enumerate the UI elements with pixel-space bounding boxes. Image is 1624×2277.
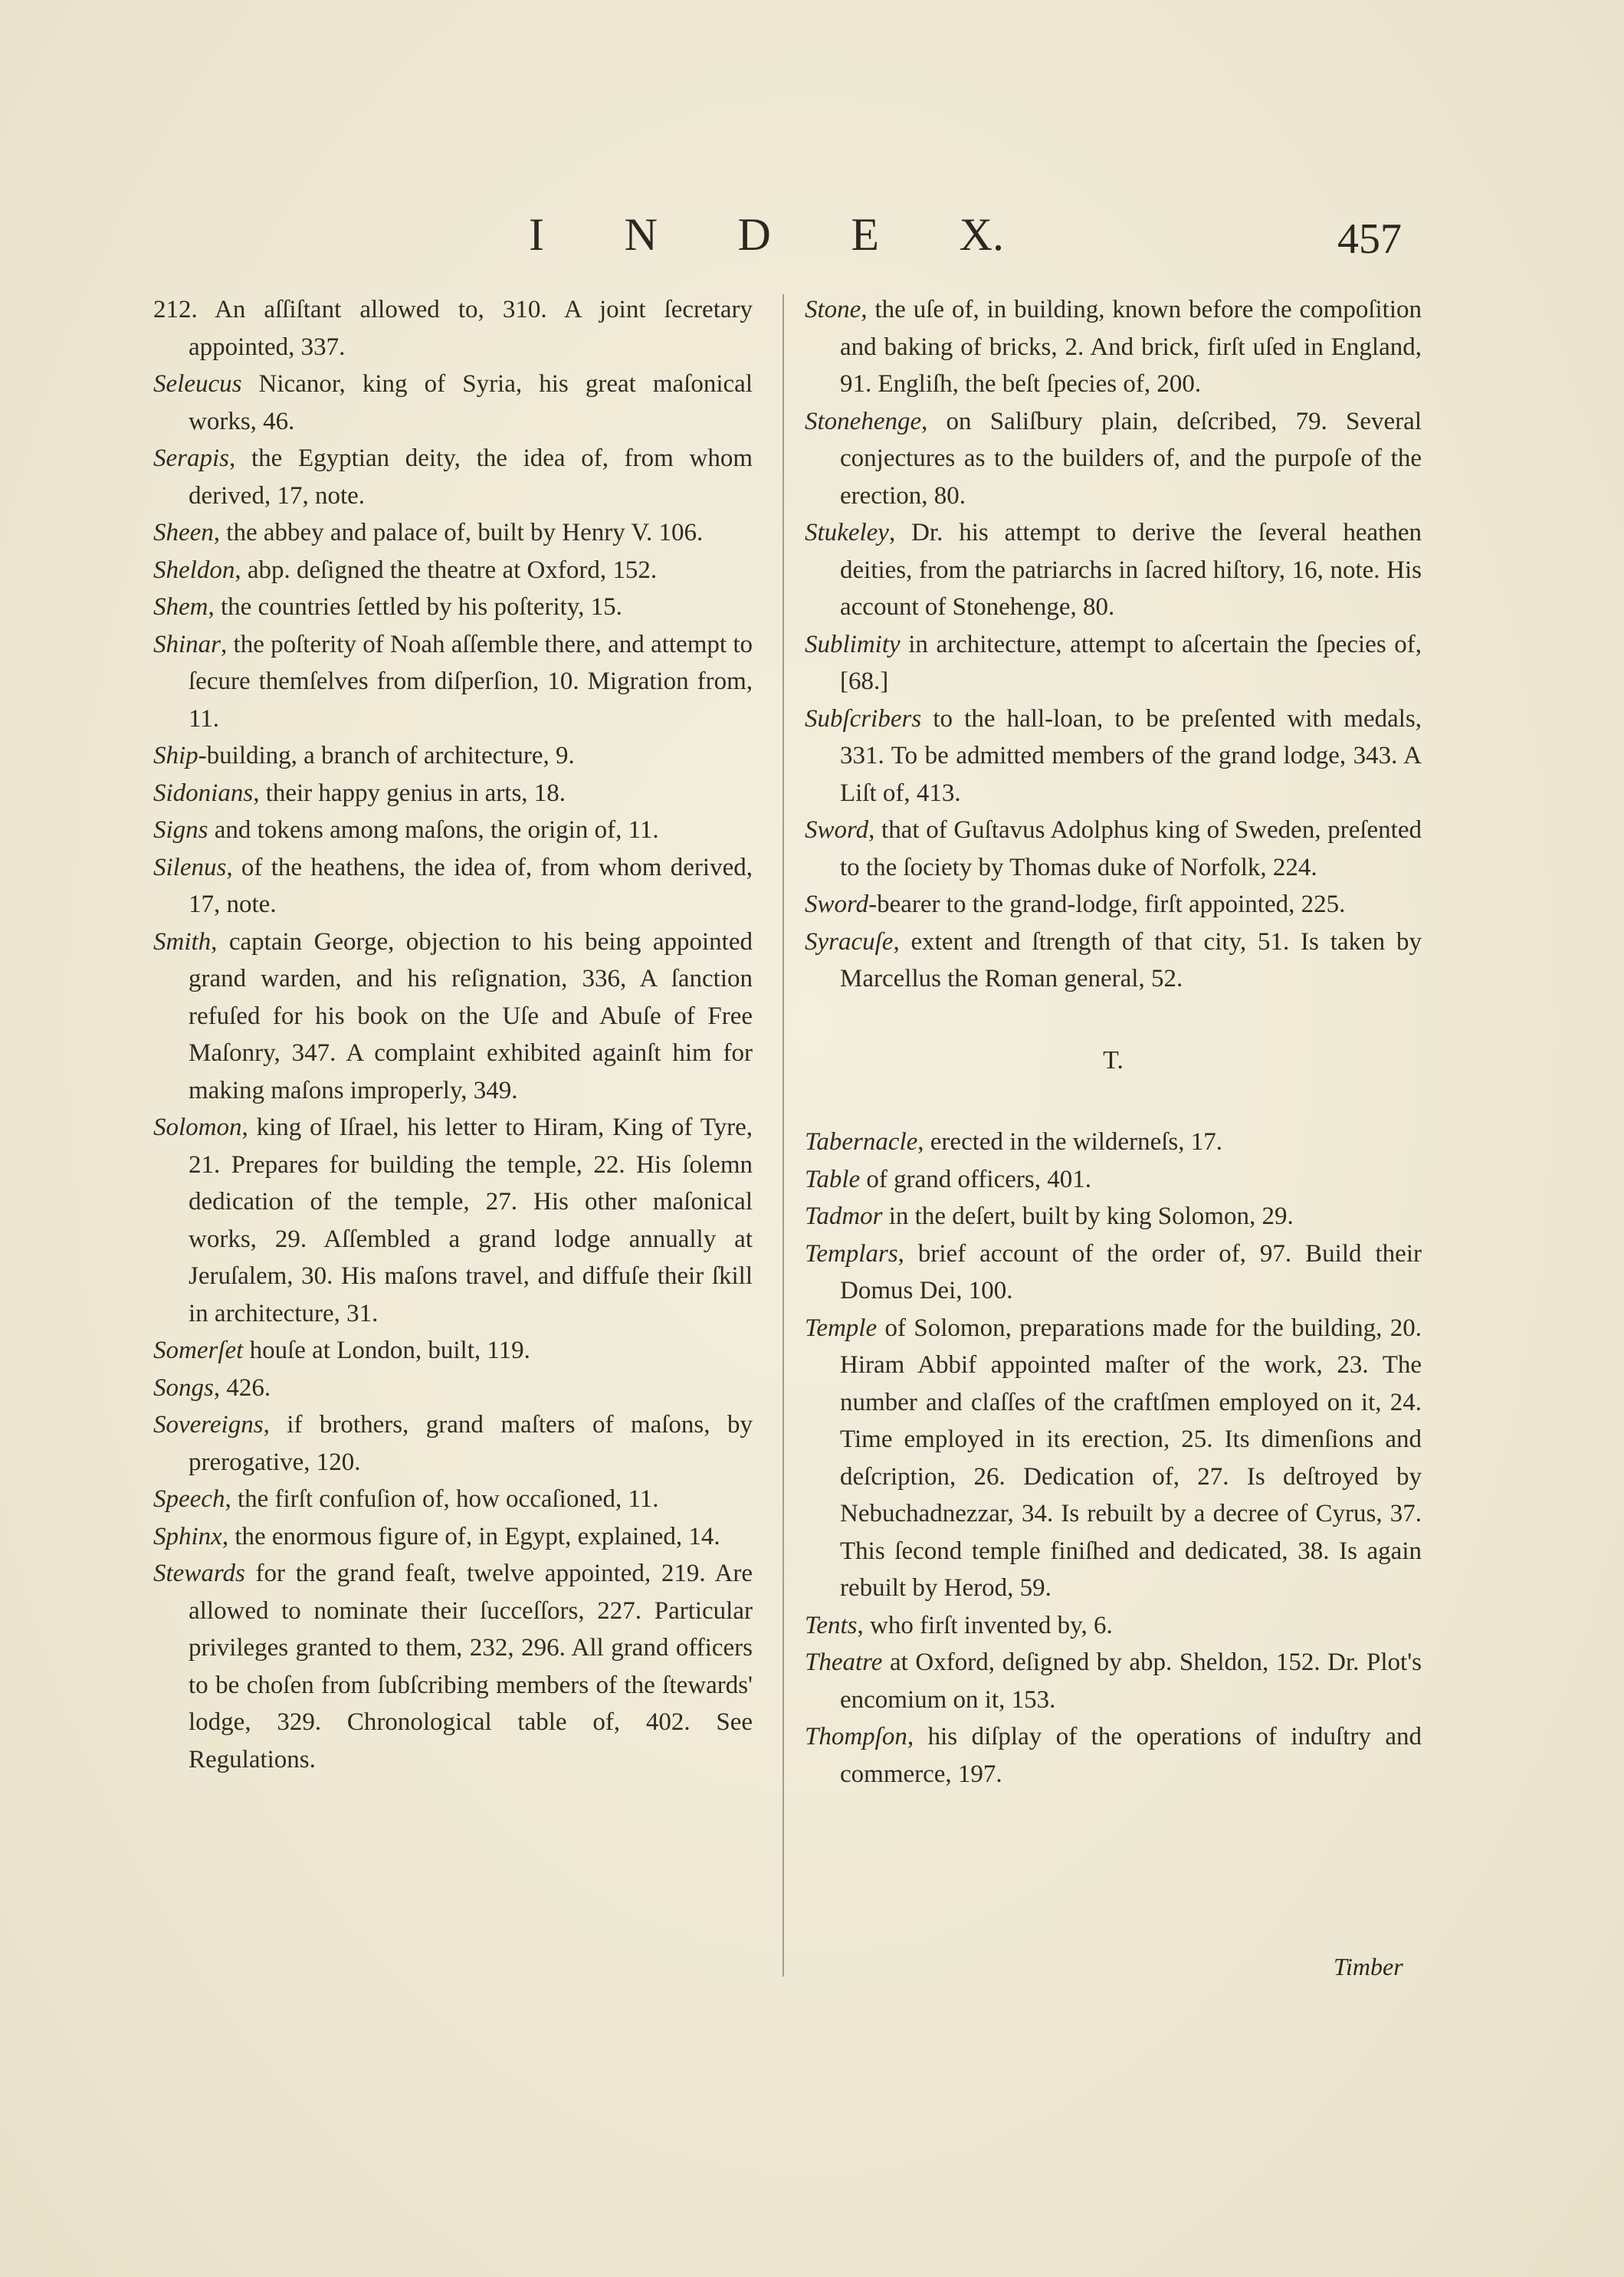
entry-text: and tokens among maſons, the origin of, 11.: [208, 816, 659, 844]
entry-text: to the hall-loan, to be preſented with medals, 331. To be admitted members of the grand lodge, 343. A Liſt of, 413.: [840, 704, 1422, 807]
entry-text: , his diſplay of the operations of induſtry and commerce, 197.: [840, 1723, 1422, 1788]
entry-head: Stukeley: [805, 519, 889, 546]
entry-text: Nicanor, king of Syria, his great maſonical works, 46.: [189, 370, 753, 435]
entry-text: , captain George, objection to his being appointed grand warden, and his reſignation, 336, A ſanction refuſed for his book on the Uſe and Abuſe of Free Maſonry, 347. A complaint exhibited againſt him for making maſons improperly, 349.: [189, 927, 753, 1104]
index-entry: [153, 440, 753, 514]
entry-text: 212. An aſſiſtant allowed to, 310. A joint ſecretary appointed, 337.: [153, 296, 753, 361]
entry-text: , the abbey and palace of, built by Henry V. 106.: [213, 519, 704, 546]
index-entry: [153, 291, 753, 366]
index-entry: [805, 1235, 1422, 1310]
entry-text: houſe at London, built, 119.: [243, 1337, 530, 1364]
index-entry: [153, 849, 753, 924]
entry-text: , extent and ſtrength of that city, 51. Is taken by Marcellus the Roman general, 52.: [840, 927, 1422, 992]
entry-text: -building, a branch of architecture, 9.: [198, 742, 575, 769]
index-entry: [153, 1518, 753, 1556]
entry-head: Somerſet: [153, 1337, 244, 1364]
entry-head: Sublimity: [805, 630, 901, 658]
entry-text: , 426.: [213, 1373, 271, 1402]
index-entry: [153, 514, 753, 552]
entry-head: Sword: [805, 816, 869, 844]
index-entry: [805, 1718, 1422, 1793]
column-divider: [782, 294, 784, 1977]
entry-head: Songs: [153, 1373, 214, 1402]
entry-head: Ship: [153, 742, 198, 769]
index-entry: [805, 403, 1422, 515]
entry-head: Tabernacle: [805, 1128, 918, 1156]
section-letter: T.: [1103, 1045, 1124, 1075]
entry-head: Shem: [153, 593, 208, 621]
entry-head: Sword: [805, 891, 869, 918]
entry-head: Sheen: [153, 519, 214, 546]
index-entry: [805, 626, 1422, 700]
entry-text: , if brothers, grand maſters of maſons, by prerogative, 120.: [189, 1411, 753, 1476]
index-entry: [805, 812, 1422, 886]
entry-text: , the countries ſettled by his poſterity, 15.: [208, 593, 622, 621]
index-entry: [153, 626, 753, 738]
index-entry: [153, 1332, 753, 1370]
entry-head: Syracuſe: [805, 927, 894, 956]
entry-head: Theatre: [805, 1649, 883, 1676]
index-entry: [805, 1607, 1422, 1645]
entry-text: , erected in the wilderneſs, 17.: [917, 1128, 1222, 1156]
title-letter: N: [624, 209, 658, 260]
entry-text: at Oxford, deſigned by abp. Sheldon, 152. Dr. Plot's encomium on it, 153.: [840, 1649, 1422, 1714]
running-title: [529, 208, 1004, 261]
index-entry: [153, 552, 753, 589]
page-number: 457: [1337, 215, 1402, 263]
index-entry: [805, 514, 1422, 626]
index-entry: [153, 1370, 753, 1407]
index-entry: [805, 1310, 1422, 1607]
entry-text: , the Egyptian deity, the idea of, from whom derived, 17, note.: [189, 445, 753, 510]
entry-text: of grand officers, 401.: [860, 1165, 1091, 1193]
index-entry: [153, 589, 753, 626]
entry-text: -bearer to the grand-lodge, firſt appointed, 225.: [868, 891, 1346, 918]
entry-text: , that of Guſtavus Adolphus king of Sweden, preſented to the ſociety by Thomas duke of Norfolk, 224.: [840, 816, 1422, 881]
entry-head: Shinar: [153, 630, 221, 658]
entry-text: , on Saliſbury plain, deſcribed, 79. Several conjectures as to the builders of, and the purpoſe of the erection, 80.: [840, 407, 1422, 510]
entry-text: in architecture, attempt to aſcertain the ſpecies of, [68.]: [840, 630, 1422, 695]
entry-head: Stone: [805, 296, 861, 323]
index-entry: [805, 924, 1422, 998]
entry-head: Serapis: [153, 445, 229, 472]
index-entry: [805, 700, 1422, 812]
title-letter: E: [851, 209, 880, 260]
entry-head: Sovereigns: [153, 1411, 264, 1439]
title-letter: X.: [959, 209, 1004, 260]
index-entry: [153, 1555, 753, 1778]
index-entry: [153, 1109, 753, 1332]
entry-text: , the firſt confuſion of, how occaſioned, 11.: [225, 1485, 659, 1513]
entry-head: Smith: [153, 927, 212, 956]
entry-text: , their happy genius in arts, 18.: [253, 779, 566, 807]
left-column: [153, 291, 753, 1778]
index-entry: [153, 366, 753, 440]
entry-text: , who firſt invented by, 6.: [857, 1611, 1113, 1639]
entry-head: Signs: [153, 816, 208, 844]
entry-head: Subſcribers: [805, 704, 922, 733]
right-column: [805, 291, 1422, 1793]
index-entry: [153, 737, 753, 775]
index-entry: [805, 1644, 1422, 1718]
index-entry: [153, 1406, 753, 1481]
entry-text: , of the heathens, the idea of, from whom derived, 17, note.: [189, 853, 753, 918]
entry-head: Templars: [805, 1239, 898, 1268]
title-letter: I: [529, 209, 544, 260]
index-entry: [805, 886, 1422, 924]
entry-head: Table: [805, 1165, 861, 1193]
entry-text: , the enormous figure of, in Egypt, explained, 14.: [221, 1522, 720, 1550]
entry-text: , Dr. his attempt to derive the ſeveral heathen deities, from the patriarchs in ſacred hiſtory, 16, note. His account of Stonehenge, 80.: [840, 519, 1422, 621]
entry-head: Speech: [153, 1485, 225, 1513]
catchword: Timber: [1334, 1953, 1403, 1980]
entry-head: Sidonians: [153, 779, 254, 807]
entry-text: , the poſterity of Noah aſſemble there, and attempt to ſecure themſelves from diſperſion, 10. Migration from, 11.: [189, 630, 753, 733]
entry-head: Thompſon: [805, 1723, 907, 1750]
entry-head: Silenus: [153, 853, 227, 881]
entry-head: Stonehenge: [805, 407, 922, 435]
index-entry: [153, 812, 753, 849]
entry-text: , king of Iſrael, his letter to Hiram, King of Tyre, 21. Prepares for building the temple, 22. His ſolemn dedication of the temple, 27. His other maſonical works, 29. Aſſembled a grand lodge annually at Jeruſalem, 30. His maſons travel, and diffuſe their ſkill in architecture, 31.: [189, 1114, 753, 1327]
index-entry: [805, 1124, 1422, 1161]
entry-text: for the grand feaſt, twelve appointed, 219. Are allowed to nominate their ſucceſſors, 227. Particular privileges granted to them, 232, 296. All grand officers to be choſen from ſubſcribing members of the ſtewards' lodge, 329. Chronological table of, 402. See Regulations.: [189, 1560, 753, 1773]
index-entry: [153, 1481, 753, 1518]
entry-text: , brief account of the order of, 97. Build their Domus Dei, 100.: [840, 1239, 1422, 1304]
entry-text: , abp. deſigned the theatre at Oxford, 152.: [235, 556, 658, 584]
entry-text: , the uſe of, in building, known before the compoſition and baking of bricks, 2. And brick, firſt uſed in England, 91. Engliſh, the beſt ſpecies of, 200.: [840, 296, 1422, 398]
index-entry: [805, 1161, 1422, 1199]
entry-head: Stewards: [153, 1560, 245, 1587]
entry-head: Seleucus: [153, 370, 242, 398]
index-entry: [805, 1198, 1422, 1235]
index-entry: [153, 775, 753, 812]
entry-head: Temple: [805, 1314, 878, 1342]
entry-head: Sphinx: [153, 1522, 222, 1550]
entry-head: Sheldon: [153, 556, 235, 584]
entry-head: Tadmor: [805, 1202, 883, 1230]
entry-head: Tents: [805, 1611, 858, 1639]
index-entry: [805, 291, 1422, 403]
index-entry: [153, 924, 753, 1110]
entry-text: of Solomon, preparations made for the building, 20. Hiram Abbif appointed maſter of the work, 23. The number and claſſes of the craftſmen employed on it, 24. Time employed in its erection, 25. Its dimenſions and deſcription, 26. Dedication of, 27. Is deſtroyed by Nebuchadnezzar, 34. Is rebuilt by a decree of Cyrus, 37. This ſecond temple finiſhed and dedicated, 38. Is again rebuilt by Herod, 59.: [840, 1314, 1422, 1602]
entry-head: Solomon: [153, 1114, 242, 1141]
title-letter: D: [737, 209, 771, 260]
entry-text: in the deſert, built by king Solomon, 29.: [882, 1202, 1294, 1230]
